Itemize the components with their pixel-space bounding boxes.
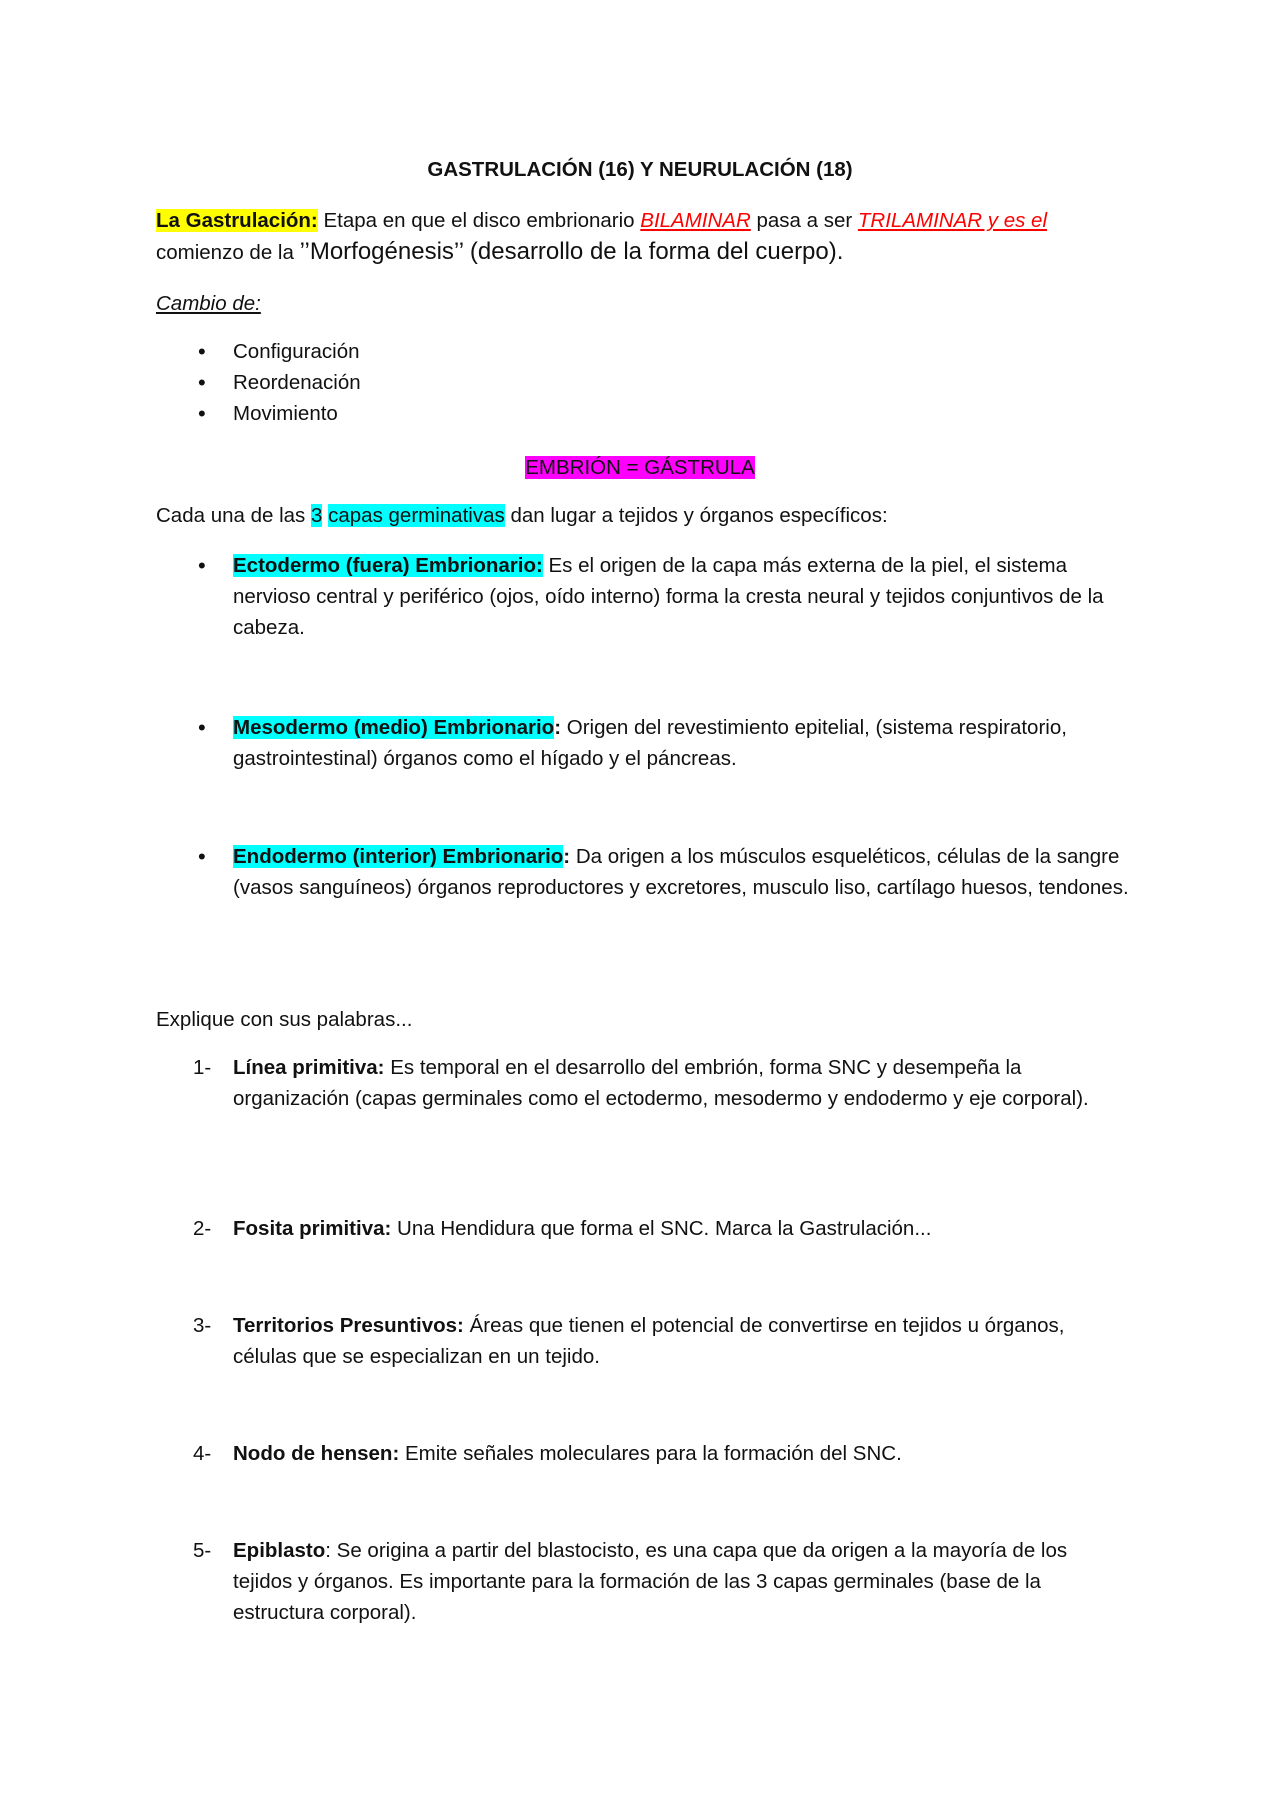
- explique-line: Explique con sus palabras...: [156, 1008, 413, 1031]
- bilaminar-term: BILAMINAR: [640, 209, 751, 232]
- embrion-line: [0, 452, 1280, 483]
- item-text: Una Hendidura que forma el SNC. Marca la Gastrulación...: [391, 1217, 932, 1240]
- capas-highlight: capas germinativas: [328, 504, 505, 527]
- list-item: • Reordenación: [156, 367, 1116, 398]
- item-number: 5-: [193, 1539, 212, 1562]
- item-term: Nodo de hensen:: [233, 1442, 400, 1465]
- numbered-item-2: [156, 1213, 1116, 1244]
- layer-text: Origen del revestimiento epitelial, (sistema respiratorio, gastrointestinal) órganos como el hígado y el páncreas.: [233, 716, 1067, 770]
- intro-label: La Gastrulación:: [156, 209, 318, 232]
- intro-paragraph: [156, 205, 1116, 268]
- layer-term: Endodermo (interior) Embrionario: [233, 845, 564, 868]
- cambio-heading: Cambio de:: [156, 292, 261, 315]
- intro-text-1: Etapa en que el disco embrionario: [317, 209, 641, 232]
- layer-item-endodermo: • Endodermo (interior) Embrionario: Da origen a los músculos esqueléticos, células de la sangre (vasos sanguíneos) órganos reproductores y excretores, musculo liso, cartílago huesos, tendones.: [156, 841, 1134, 903]
- cambio-list: [156, 336, 1116, 429]
- numbered-item-1: [156, 1052, 1116, 1114]
- morfogenesis-text: ’’Morfogénesis’’ (desarrollo de la forma del cuerpo).: [299, 238, 844, 265]
- list-item: • Configuración: [156, 336, 1116, 367]
- numbered-item-5: [156, 1535, 1116, 1628]
- item-term: Fosita primitiva:: [233, 1217, 392, 1240]
- capas-paragraph: Cada una de las 3 capas germinativas dan lugar a tejidos y órganos específicos:: [156, 504, 888, 527]
- item-number: 2-: [193, 1217, 212, 1240]
- list-item: • Movimiento: [156, 398, 1116, 429]
- layer-text: Es el origen de la capa más externa de la piel, el sistema nervioso central y periférico (ojos, oído interno) forma la cresta neural y tejidos conjuntivos de la cabeza.: [233, 554, 1104, 639]
- bullet-icon: •: [198, 553, 206, 578]
- item-term: Epiblasto: [233, 1539, 326, 1562]
- item-text: : Se origina a partir del blastocisto, es una capa que da origen a la mayoría de los tejidos y órganos. Es importante para la formación de las 3 capas germinales (base de la estructura corporal).: [233, 1539, 1068, 1624]
- bullet-icon: •: [198, 715, 206, 740]
- layer-item-mesodermo: • Mesodermo (medio) Embrionario: Origen del revestimiento epitelial, (sistema respiratorio, gastrointestinal) órganos como el hígado y el páncreas.: [156, 712, 1134, 774]
- item-text: Emite señales moleculares para la formación del SNC.: [399, 1442, 902, 1465]
- bullet-icon: •: [198, 339, 206, 364]
- capas-number: 3: [311, 504, 323, 527]
- layer-term: Ectodermo (fuera) Embrionario:: [233, 554, 543, 577]
- layer-item-ectodermo: [156, 550, 1134, 643]
- bullet-icon: •: [198, 844, 206, 869]
- trilaminar-term: TRILAMINAR y es el: [857, 209, 1048, 232]
- item-term: Línea primitiva:: [233, 1056, 385, 1079]
- item-number: 3-: [193, 1314, 212, 1337]
- layer-term: Mesodermo (medio) Embrionario: [233, 716, 555, 739]
- numbered-item-4: [156, 1438, 1116, 1469]
- bullet-icon: •: [198, 370, 206, 395]
- layer-text: Da origen a los músculos esqueléticos, células de la sangre (vasos sanguíneos) órganos reproductores y excretores, musculo liso, cartílago huesos, tendones.: [233, 845, 1129, 899]
- numbered-item-3: [156, 1310, 1116, 1372]
- embrion-gastrula: EMBRIÓN = GÁSTRULA: [525, 456, 755, 479]
- item-term: Territorios Presuntivos:: [233, 1314, 464, 1337]
- item-text: Es temporal en el desarrollo del embrión, forma SNC y desempeña la organización (capas germinales como el ectodermo, mesodermo y endodermo y eje corporal).: [233, 1056, 1089, 1110]
- item-text: Áreas que tienen el potencial de convertirse en tejidos u órganos, células que se especializan en un tejido.: [233, 1314, 1065, 1368]
- intro-text-2: pasa a ser: [750, 209, 858, 232]
- bullet-icon: •: [198, 401, 206, 426]
- page-title: GASTRULACIÓN (16) Y NEURULACIÓN (18): [427, 158, 853, 181]
- item-number: 4-: [193, 1442, 212, 1465]
- item-number: 1-: [193, 1056, 212, 1079]
- intro-text-3: comienzo de la: [156, 241, 300, 264]
